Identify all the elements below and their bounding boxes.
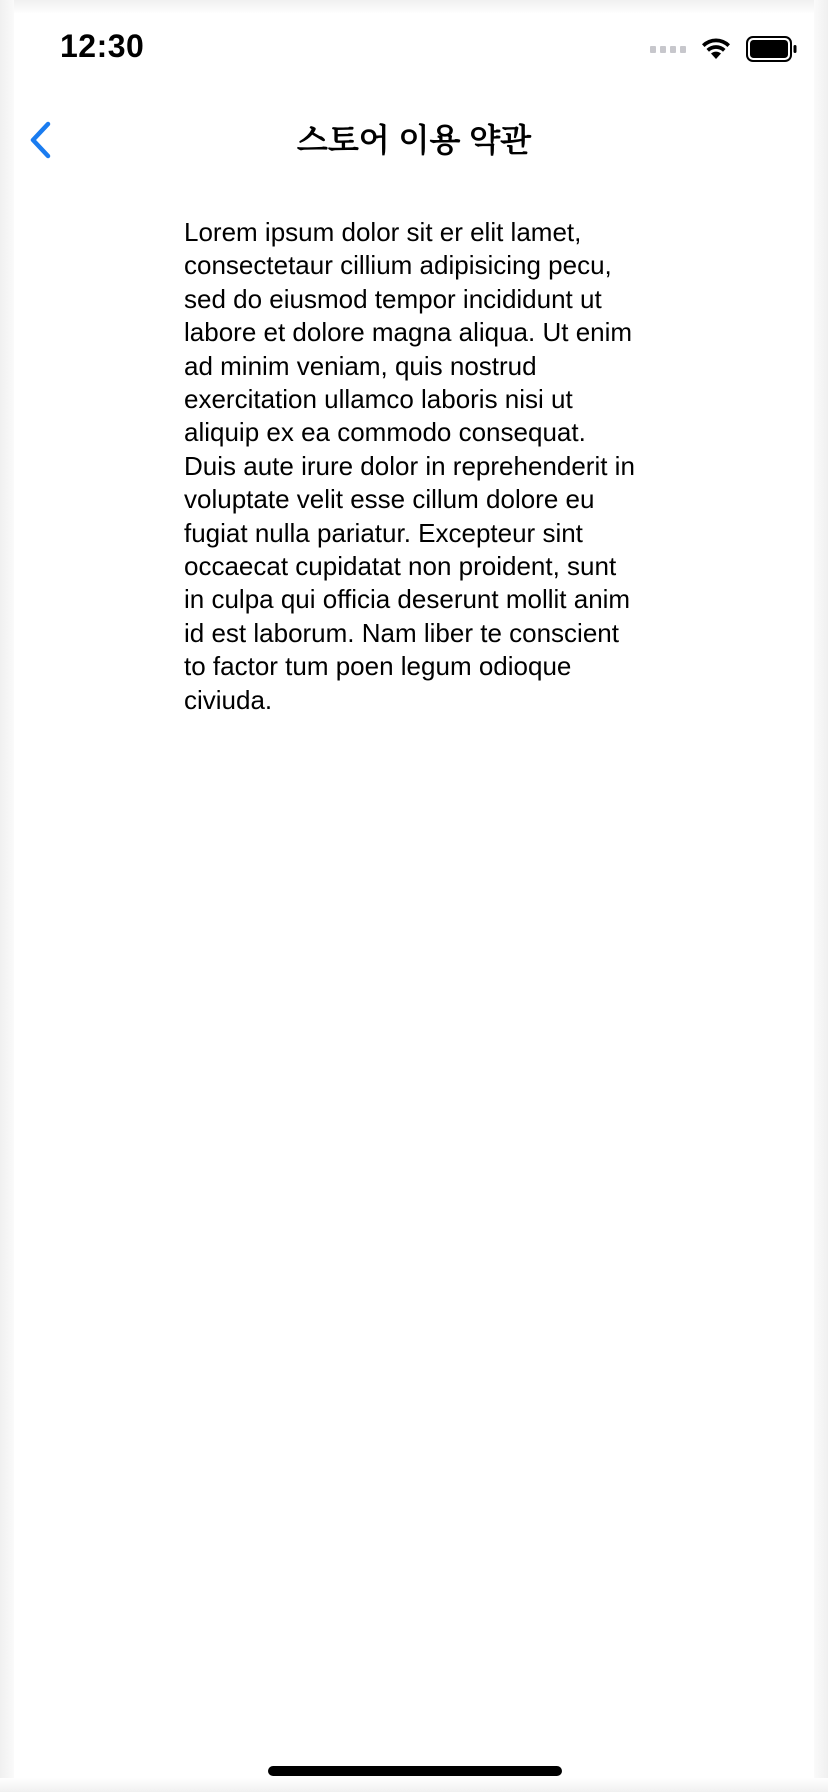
status-icons bbox=[650, 34, 798, 64]
battery-icon bbox=[746, 36, 798, 62]
page-title: 스토어 이용 약관 bbox=[296, 122, 532, 158]
cellular-signal-icon bbox=[650, 46, 686, 53]
device-frame-bottom bbox=[0, 1778, 828, 1792]
terms-body-text: Lorem ipsum dolor sit er elit lamet, consectetaur cillium adipisicing pecu, sed do eiusmod tempor incididunt ut labore et dolore magna aliqua. Ut enim ad minim veniam, quis nostrud exercitation ullamco laboris nisi ut aliquip ex ea commodo consequat. Duis aute irure dolor in reprehenderit in voluptate velit esse cillum dolore eu fugiat nulla pariatur. Excepteur sint occaecat cupidatat non proident, sunt in culpa qui officia deserunt mollit anim id est laborum. Nam liber te conscient to factor tum poen legum odioque civiuda. bbox=[184, 217, 635, 715]
wifi-icon bbox=[700, 37, 732, 61]
device-frame-left bbox=[0, 0, 14, 1792]
device-frame-right bbox=[814, 0, 828, 1792]
home-indicator[interactable] bbox=[268, 1766, 562, 1776]
status-time: 12:30 bbox=[60, 28, 145, 64]
device-frame-top bbox=[0, 0, 828, 14]
